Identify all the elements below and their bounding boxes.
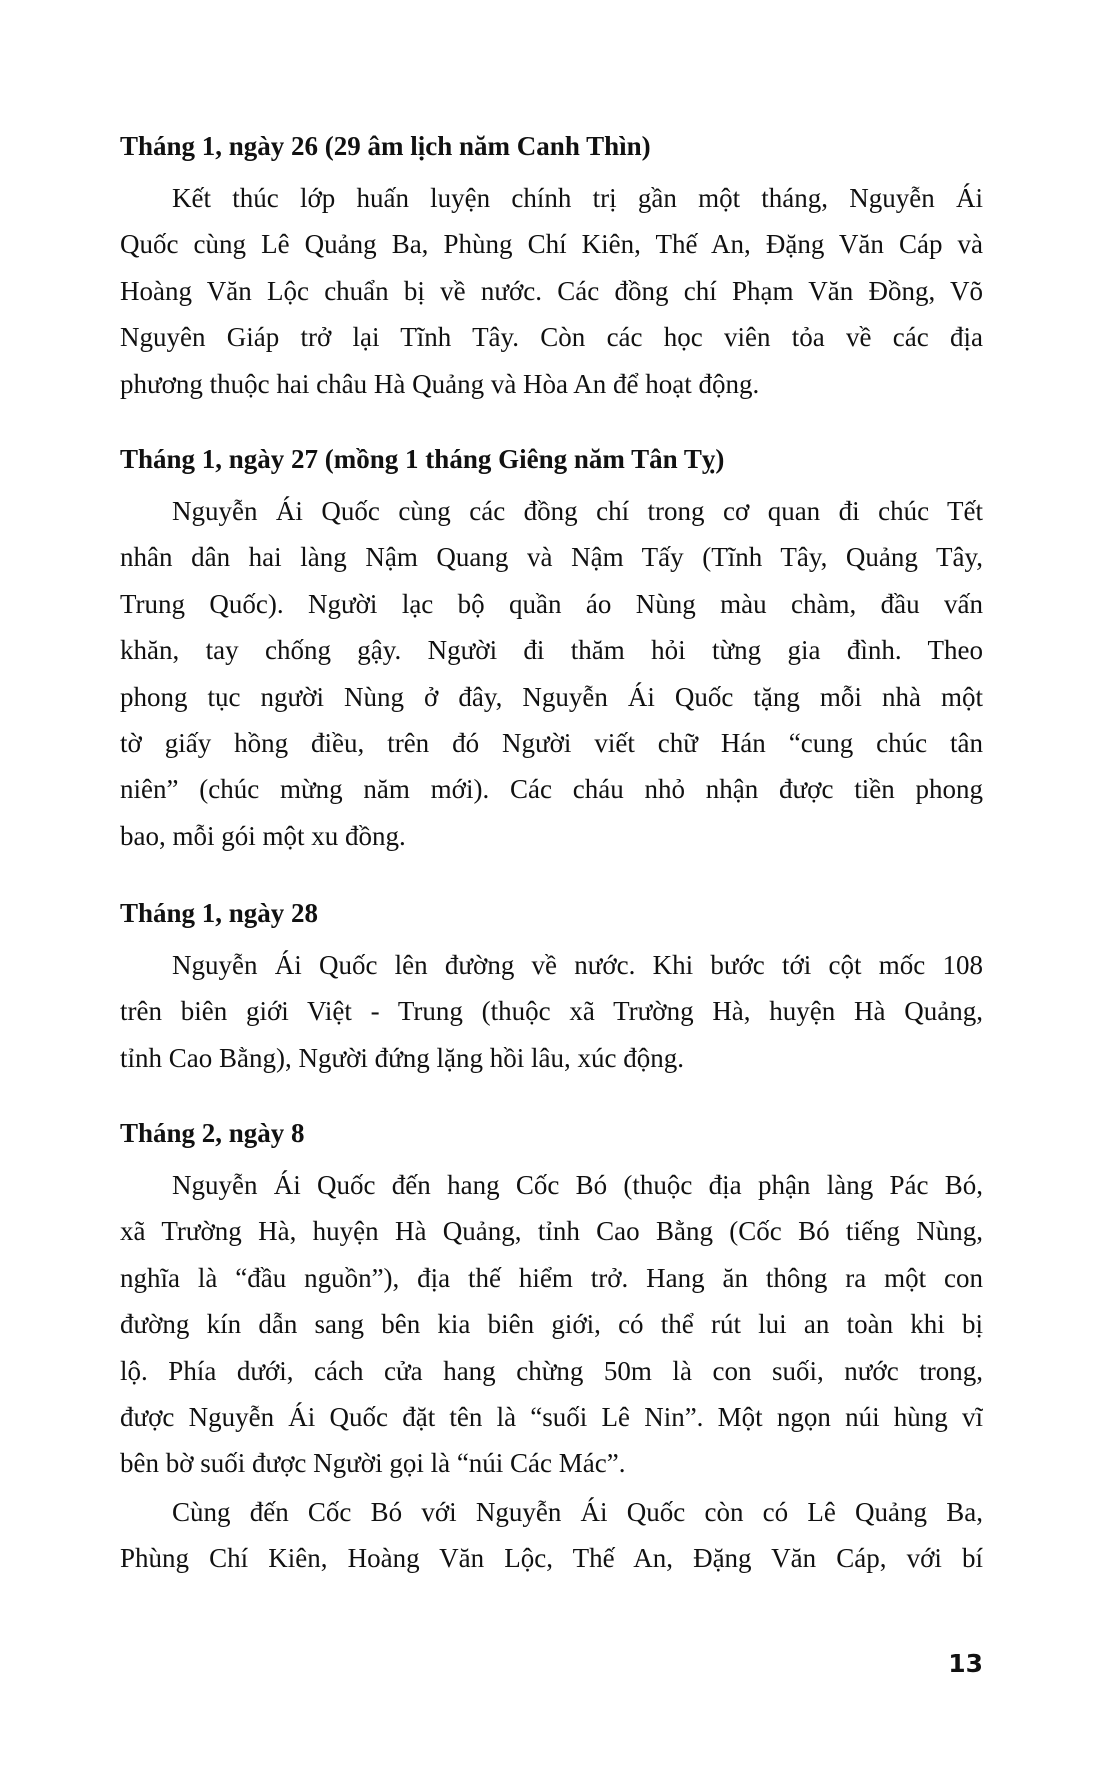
paragraph: [120, 488, 983, 859]
paragraph: [120, 175, 983, 407]
entry-heading: Tháng 2, ngày 8: [120, 1118, 305, 1148]
text-line: tỉnh Cao Bằng), Người đứng lặng hồi lâu, xúc động.: [120, 1042, 684, 1073]
text-line: được Nguyễn Ái Quốc đặt tên là “suối Lê Nin”. Một ngọn núi hùng vĩ: [120, 1401, 983, 1432]
entry-jan-28: [120, 890, 983, 1081]
text-line: tờ giấy hồng điều, trên đó Người viết chữ Hán “cung chúc tân: [120, 727, 983, 758]
text-line: xã Trường Hà, huyện Hà Quảng, tỉnh Cao Bằng (Cốc Bó tiếng Nùng,: [120, 1216, 983, 1247]
text-line: bên bờ suối được Người gọi là “núi Các Mác”.: [120, 1448, 626, 1479]
text-line: phương thuộc hai châu Hà Quảng và Hòa An để hoạt động.: [120, 368, 760, 399]
entry-heading: Tháng 1, ngày 27 (mồng 1 tháng Giêng năm Tân Tỵ): [120, 444, 725, 474]
page-number: 13: [948, 1649, 983, 1678]
entry-heading: Tháng 1, ngày 26 (29 âm lịch năm Canh Thìn): [120, 131, 651, 161]
text-line: Kết thúc lớp huấn luyện chính trị gần một tháng, Nguyễn Ái: [172, 182, 983, 213]
text-line: khăn, tay chống gậy. Người đi thăm hỏi từng gia đình. Theo: [120, 635, 983, 666]
paragraph: [120, 1489, 983, 1582]
text-line: Quốc cùng Lê Quảng Ba, Phùng Chí Kiên, Thế An, Đặng Văn Cáp và: [120, 229, 983, 260]
text-line: Hoàng Văn Lộc chuẩn bị về nước. Các đồng chí Phạm Văn Đồng, Võ: [120, 275, 983, 306]
text-line: Nguyễn Ái Quốc cùng các đồng chí trong cơ quan đi chúc Tết: [172, 495, 983, 526]
text-line: Phùng Chí Kiên, Hoàng Văn Lộc, Thế An, Đặng Văn Cáp, với bí: [120, 1543, 983, 1574]
text-line: Nguyễn Ái Quốc đến hang Cốc Bó (thuộc địa phận làng Pác Bó,: [172, 1169, 983, 1200]
text-line: phong tục người Nùng ở đây, Nguyễn Ái Quốc tặng mỗi nhà một: [120, 681, 983, 712]
text-line: bao, mỗi gói một xu đồng.: [120, 820, 406, 851]
text-line: đường kín dẫn sang bên kia biên giới, có thể rút lui an toàn khi bị: [120, 1309, 983, 1340]
text-line: nghĩa là “đầu nguồn”), địa thế hiểm trở. Hang ăn thông ra một con: [120, 1262, 983, 1293]
entry-heading: Tháng 1, ngày 28: [120, 898, 319, 928]
text-line: Cùng đến Cốc Bó với Nguyễn Ái Quốc còn có Lê Quảng Ba,: [172, 1496, 983, 1527]
text-line: Nguyên Giáp trở lại Tĩnh Tây. Còn các học viên tỏa về các địa: [120, 322, 983, 353]
text-line: Nguyễn Ái Quốc lên đường về nước. Khi bước tới cột mốc 108: [172, 949, 983, 980]
entry-jan-26: [120, 123, 983, 407]
text-line: niên” (chúc mừng năm mới). Các cháu nhỏ nhận được tiền phong: [120, 774, 983, 805]
text-line: trên biên giới Việt - Trung (thuộc xã Trường Hà, huyện Hà Quảng,: [120, 996, 983, 1027]
text-line: lộ. Phía dưới, cách cửa hang chừng 50m là con suối, nước trong,: [120, 1355, 983, 1386]
text-line: nhân dân hai làng Nậm Quang và Nậm Tấy (Tĩnh Tây, Quảng Tây,: [120, 542, 983, 573]
entry-feb-8: [120, 1110, 983, 1582]
paragraph: [120, 1162, 983, 1487]
entry-jan-27: [120, 436, 983, 859]
paragraph: [120, 942, 983, 1081]
text-line: Trung Quốc). Người lạc bộ quần áo Nùng màu chàm, đầu vấn: [120, 588, 983, 619]
